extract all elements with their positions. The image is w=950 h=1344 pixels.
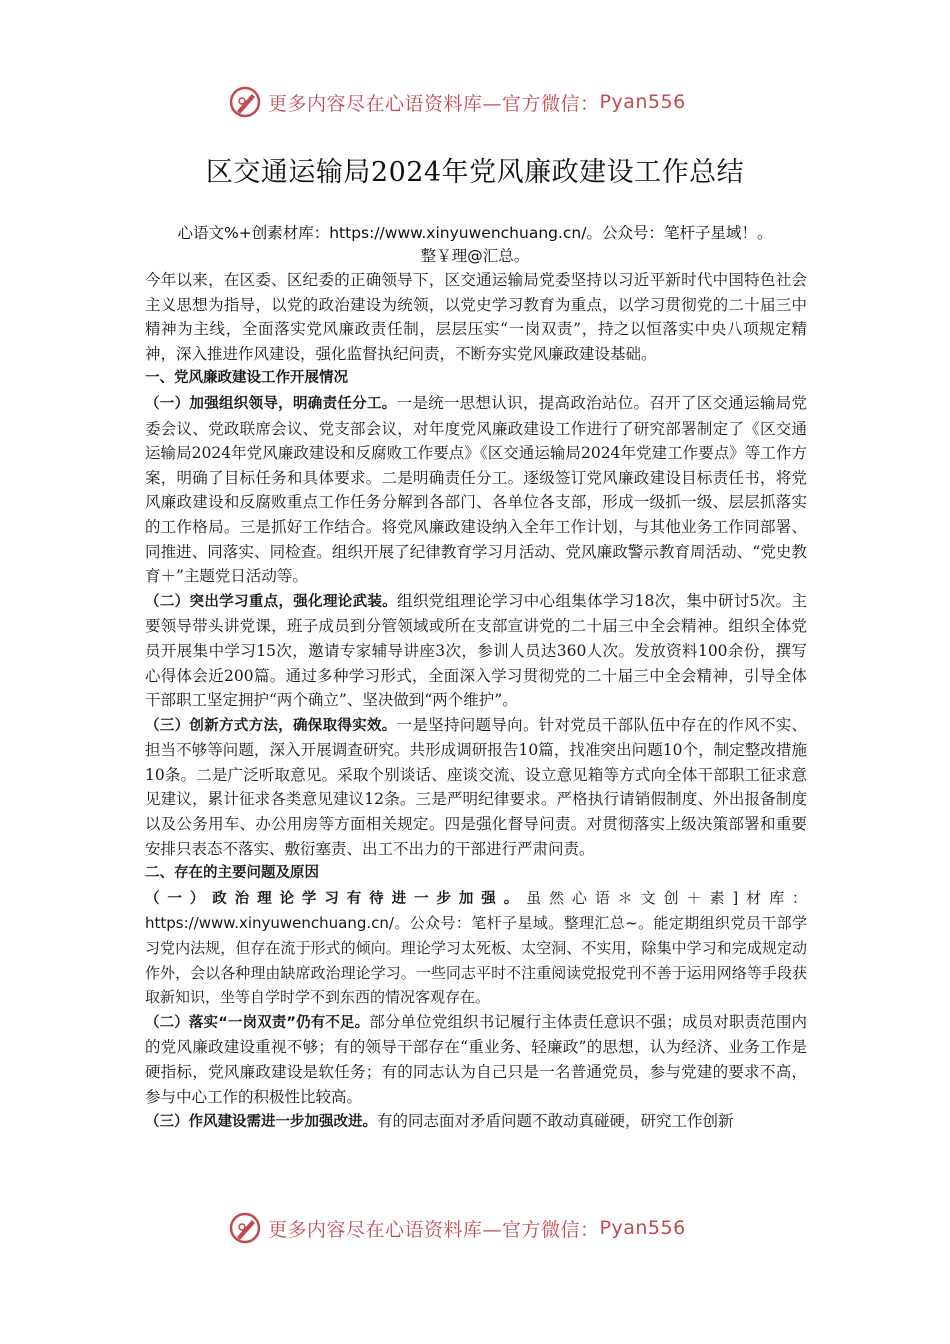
paragraph-2-1 bbox=[145, 886, 807, 1010]
banner-wechat-id: Pyan556 bbox=[599, 91, 686, 113]
paragraph-2-3 bbox=[145, 1109, 807, 1135]
source-line-1: 心语文%+创素材库：https://www.xinyuwenchuang.cn/。公众号：笔杆子星域！。 bbox=[177, 224, 773, 242]
document-body bbox=[145, 268, 807, 1135]
paragraph-lead: （三）创新方式方法，确保取得实效。 bbox=[145, 717, 397, 734]
paragraph-2-2 bbox=[145, 1010, 807, 1109]
paragraph-lead: （二）落实“一岗双责”仍有不足。 bbox=[145, 1014, 370, 1031]
paragraph-lead: （三）作风建设需进一步加强改进。 bbox=[145, 1114, 377, 1131]
banner-wechat-id: Pyan556 bbox=[599, 1217, 686, 1239]
paragraph-text: 一是统一思想认识，提高政治站位。召开了区交通运输局党委会议、党政联席会议、党支部会议，对年度党风廉政建设工作进行了研究部署制定了《区交通运输局2024年党风廉政建设和反腐败工作要点》《区交通运输局2024年党建工作要点》等工作方案，明确了目标任务和具体要求。二是明确责任分工。逐级签订党风廉政建设目标责任书，将党风廉政建设和反腐败重点工作任务分解到各部门、各单位各支部，形成一级抓一级、层层抓落实的工作格局。三是抓好工作结合。将党风廉政建设纳入全年工作计划，与其他业务工作同部署、同推进、同落实、同检查。组织开展了纪律教育学习月活动、党风廉政警示教育周活动、“党史教育＋”主题党日活动等。 bbox=[145, 393, 807, 586]
pen-logo-icon bbox=[228, 85, 262, 119]
paragraph-lead: （一）政治理论学习有待进一步加强。 bbox=[145, 890, 527, 907]
banner-text: 更多内容尽在心语资料库—官方微信： bbox=[268, 1218, 600, 1241]
intro-paragraph: 今年以来，在区委、区纪委的正确领导下，区交通运输局党委坚持以习近平新时代中国特色社会主义思想为指导，以党的政治建设为统领，以党史学习教育为重点，以学习贯彻党的二十届三中精神为主线，全面落实党风廉政责任制，层层压实“一岗双责”，持之以恒落实中央八项规定精神，深入推进作风建设，强化监督执纪问责，不断夯实党风廉政建设基础。 bbox=[145, 271, 807, 363]
section-heading-1: 一、党风廉政建设工作开展情况 bbox=[145, 370, 348, 387]
paragraph-1-2 bbox=[145, 589, 807, 713]
footer-banner bbox=[228, 1208, 686, 1248]
pen-logo-icon bbox=[228, 1211, 262, 1245]
paragraph-lead: （一）加强组织领导，明确责任分工。 bbox=[145, 395, 397, 412]
source-line-2: 整￥理@汇总。 bbox=[420, 247, 530, 265]
paragraph-text: 虽然心语＊文创＋素]材库：https://www.xinyuwenchuang.cn/。公众号：笔杆子星域。整理汇总~。能定期组织党员干部学习党内法规，但存在流于形式的倾向。理论学习太死板、太空洞、不实用，除集中学习和完成规定动作外，会以各种理由缺席政治理论学习。一些同志平时不注重阅读党报党刊不善于运用网络等手段获取新知识，坐等自学时学不到东西的情况客观存在。 bbox=[145, 888, 808, 1007]
section-heading-2: 二、存在的主要问题及原因 bbox=[145, 865, 319, 882]
paragraph-1-1 bbox=[145, 391, 807, 589]
paragraph-1-3 bbox=[145, 713, 807, 862]
paragraph-lead: （二）突出学习重点，强化理论武装。 bbox=[145, 593, 398, 610]
header-banner bbox=[228, 82, 686, 122]
paragraph-text: 一是坚持问题导向。针对党员干部队伍中存在的作风不实、担当不够等问题，深入开展调查研究。共形成调研报告10篇，找准突出问题10个，制定整改措施10条。二是广泛听取意见。采取个别谈话、座谈交流、设立意见箱等方式向全体干部职工征求意见建议，累计征求各类意见建议12条。三是严明纪律要求。严格执行请销假制度、外出报备制度以及公务用车、办公用房等方面相关规定。四是强化督导问责。对贯彻落实上级决策部署和重要安排只表态不落实、敷衍塞责、出工不出力的干部进行严肃问责。 bbox=[145, 715, 807, 858]
paragraph-text: 有的同志面对矛盾问题不敢动真碰硬，研究工作创新 bbox=[377, 1112, 734, 1131]
paragraph-text: 部分单位党组织书记履行主体责任意识不强；成员对职责范围内的党风廉政建设重视不够；有的领导干部存在“重业务、轻廉政”的思想，认为经济、业务工作是硬指标，党风廉政建设是软任务；有的同志认为自己只是一名普通党员，参与党建的要求不高，参与中心工作的积极性比较高。 bbox=[145, 1012, 807, 1106]
paragraph-text: 组织党组理论学习中心组集体学习18次，集中研讨5次。主要领导带头讲党课，班子成员到分管领域或所在支部宣讲党的二十届三中全会精神。组织全体党员开展集中学习15次，邀请专家辅导讲座3次，参训人员达360人次。发放资料100余份，撰写心得体会近200篇。通过多种学习形式，全面深入学习贯彻党的二十届三中全会精神，引导全体干部职工坚定拥护“两个确立”、坚决做到“两个维护”。 bbox=[145, 591, 808, 710]
document-title: 区交通运输局2024年党风廉政建设工作总结 bbox=[205, 157, 745, 188]
banner-text: 更多内容尽在心语资料库—官方微信： bbox=[268, 92, 600, 115]
